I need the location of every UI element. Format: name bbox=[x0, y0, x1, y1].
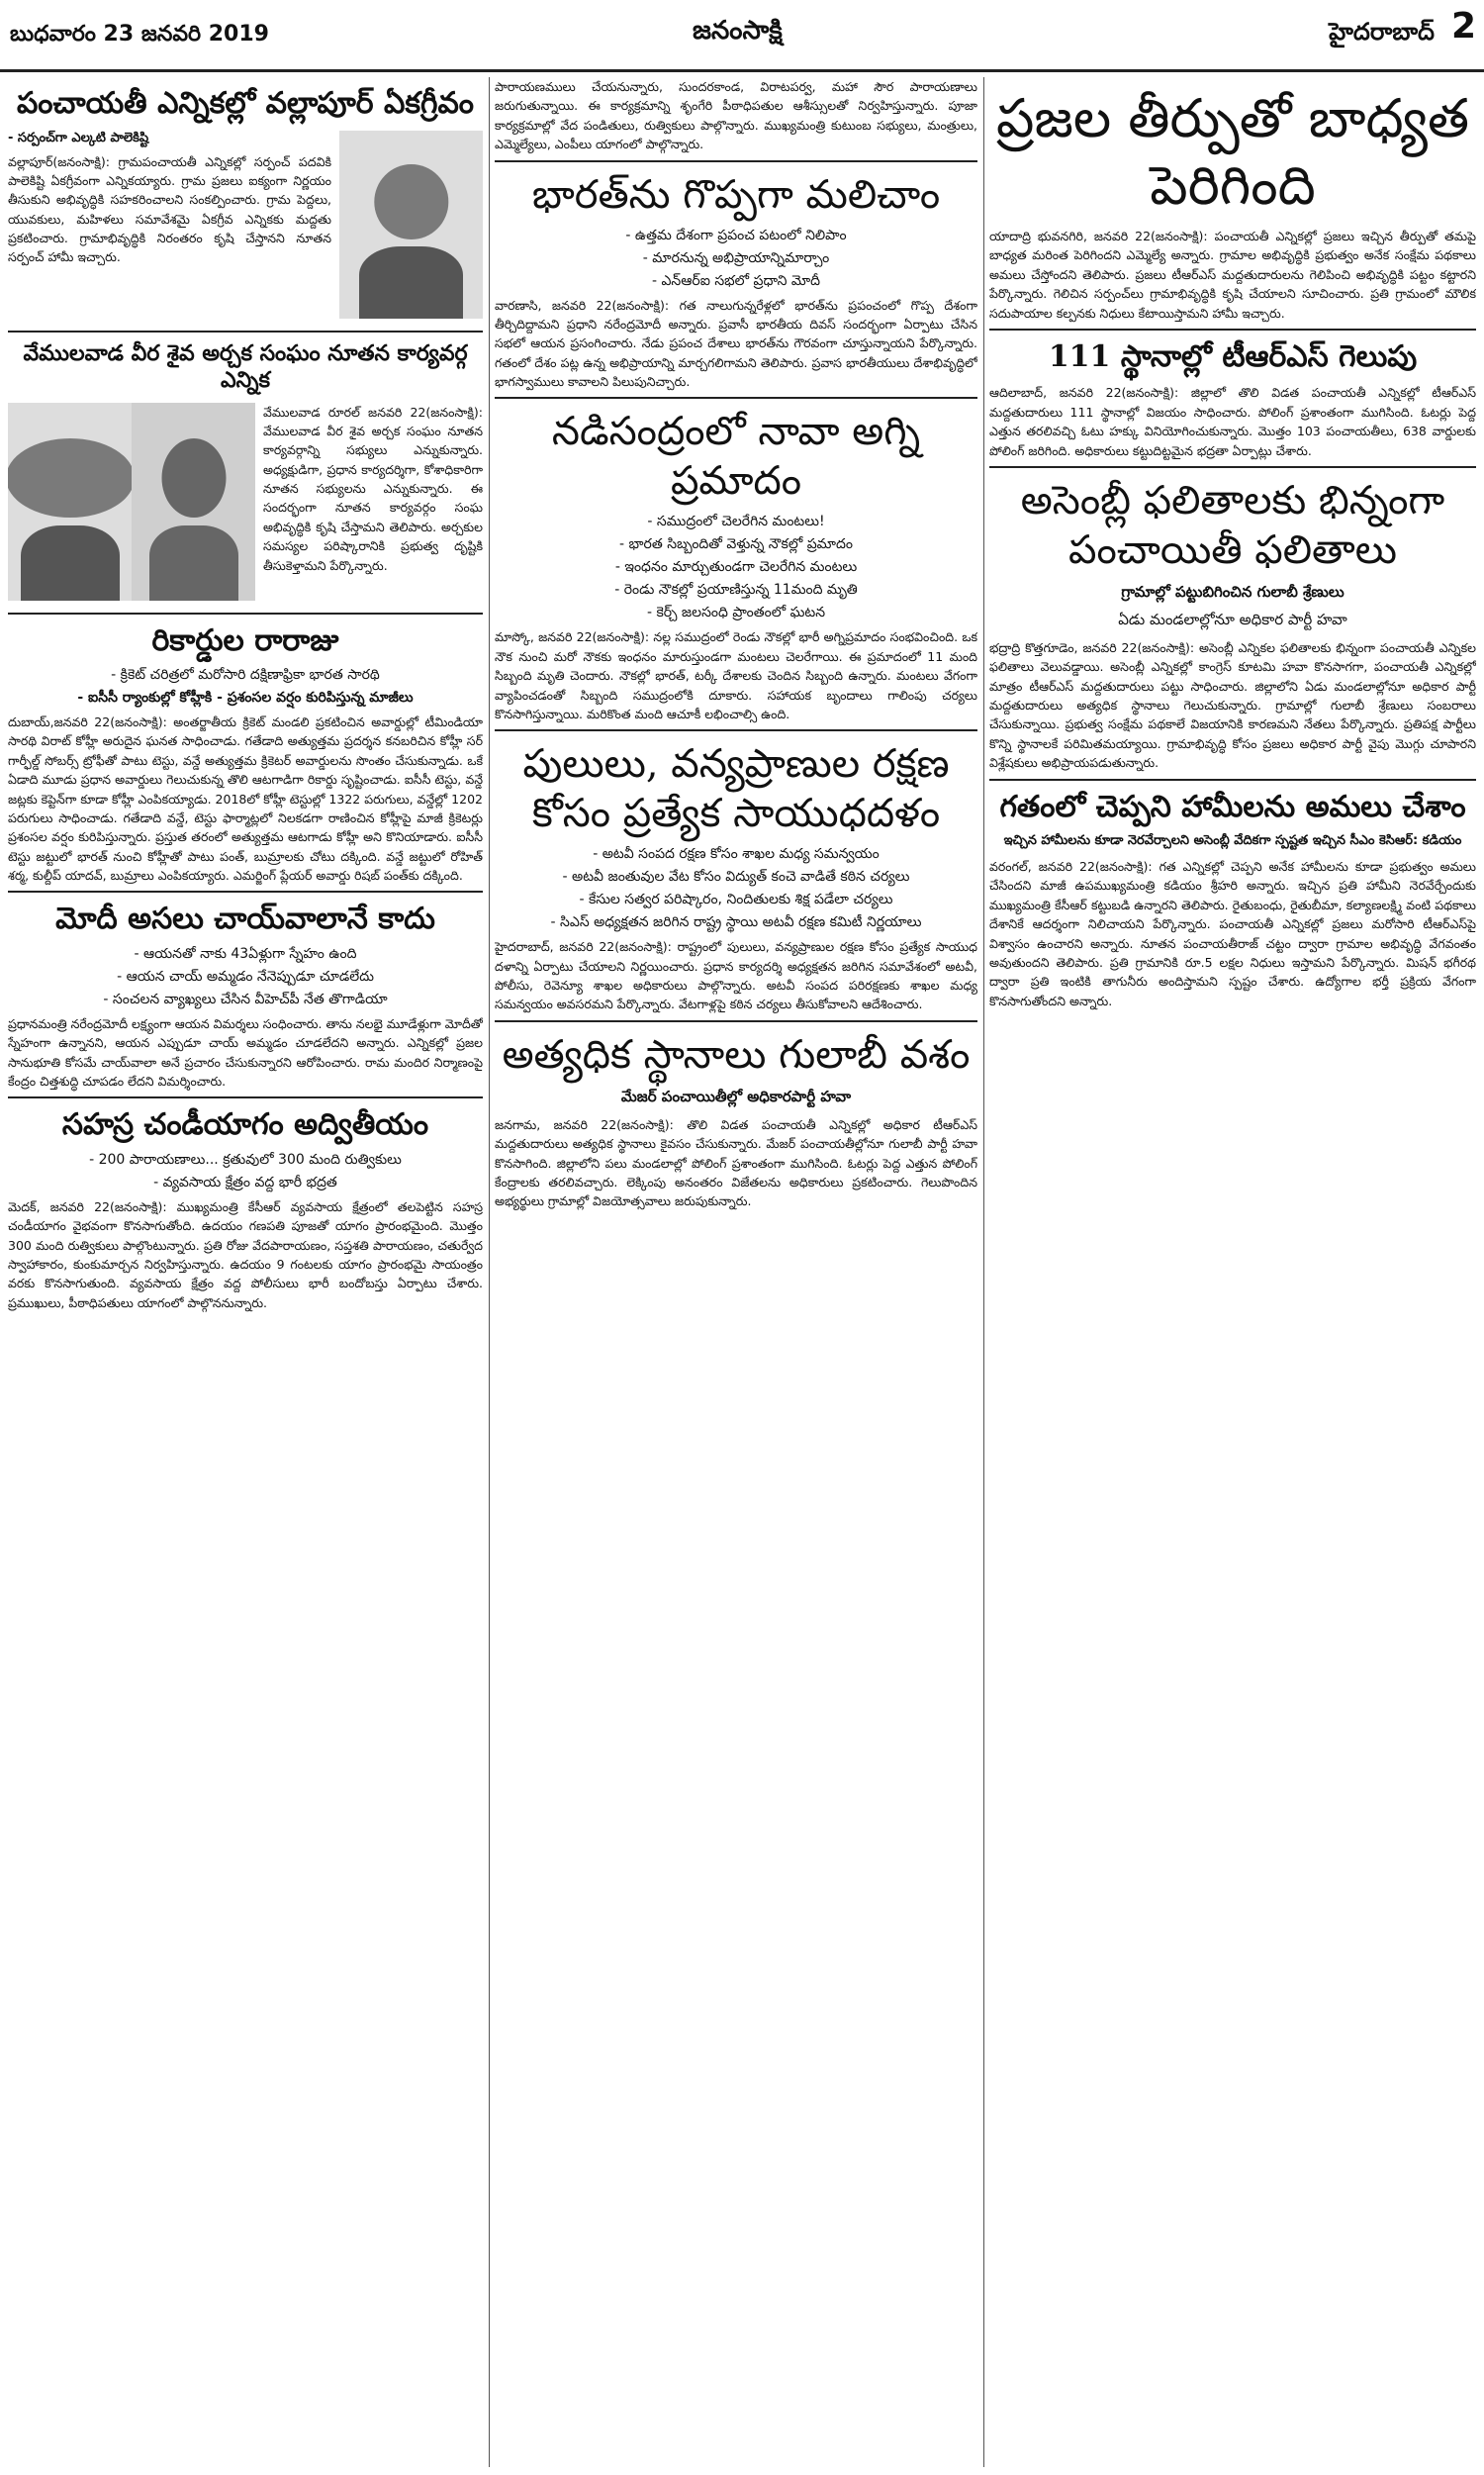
bullet: - వ్యవసాయ క్షేత్రం వద్ద భారీ భద్రత bbox=[153, 1174, 337, 1190]
column-divider bbox=[489, 77, 490, 2467]
divider bbox=[8, 1096, 483, 1098]
page-number: 2 bbox=[1450, 6, 1476, 47]
headline: మోదీ అసలు చాయ్‌వాలానే కాదు bbox=[55, 902, 435, 937]
article-promises bbox=[989, 789, 1476, 1011]
divider bbox=[8, 613, 483, 615]
divider bbox=[495, 1020, 977, 1022]
bullet: - సంచలన వ్యాఖ్యలు చేసిన వీహెచ్‌పీ నేత తొగాడియా bbox=[103, 991, 388, 1007]
divider bbox=[495, 729, 977, 731]
subheadline: ఏడు మండలాల్లోనూ అధికార పార్టీ హవా bbox=[1118, 610, 1347, 628]
article-body: దుబాయ్,జనవరి 22(జనంసాక్షి): అంతర్జాతీయ క్రికెట్ మండలి ప్రకటించిన అవార్డుల్లో టీమిండియా సారథి విరాట్ కోహ్లీ అరుదైన ఘనత సాధించాడు. గతేడాది అత్యుత్తమ ప్రదర్శన కనబరిచిన కోహ్లీ సర్ గార్ఫీల్డ్ సోబర్స్ ట్రోఫీతో పాటు టెస్టు, వన్డే అత్యుత్తమ క్రికెటర్ అవార్డులను సొంతం చేసుకున్నాడు. ఒకే ఏడాది మూడు ప్రధాన అవార్డులు గెలుచుకున్న తొలి ఆటగాడిగా రికార్డు సృష్టించాడు. ఐసీసీ టెస్టు, వన్డే జట్లకు కెప్టెన్‌గా కూడా కోహ్లీ ఎంపికయ్యాడు. 2018లో కోహ్లీ టెస్టుల్లో 1322 పరుగులు, వన్డేల్లో 1202 పరుగులు సాధించాడు. గతేడాది వన్డే, టెస్టు ఫార్మాట్లలో నిలకడగా రాణించిన కోహ్లీపై మాజీ క్రికెటర్లు ప్రశంసల వర్షం కురిపిస్తున్నారు. ప్రస్తుత తరంలో అత్యుత్తమ ఆటగాడు కోహ్లీ అని కొనియాడారు. ఐసీసీ టెస్టు జట్టులో భారత్ నుంచి కోహ్లీతో పాటు పంత్, బుమ్రాలకు చోటు దక్కింది. వన్డే జట్టులో రోహిత్ శర్మ, కుల్దీప్ యాదవ్, బుమ్రాలు ఎంపికయ్యారు. ఎమర్జింగ్ ప్లేయర్ అవార్డు రిషబ్ పంత్‌కు దక్కింది. bbox=[8, 714, 483, 883]
headline: అత్యధిక స్థానాలు గులాబీ వశం bbox=[502, 1031, 971, 1078]
bullet: - భారత సిబ్బందితో వెళ్తున్న నౌకల్లో ప్రమాదం bbox=[619, 536, 853, 553]
article-body: యాదాద్రి భువనగిరి, జనవరి 22(జనంసాక్షి): పంచాయతీ ఎన్నికల్లో ప్రజలు ఇచ్చిన తీర్పుతో తమపై బాధ్యత మరింత పెరిగిందని ఎమ్మెల్యే అన్నారు. గ్రామాల అభివృద్ధికి ప్రభుత్వం అనేక సంక్షేమ పథకాలు అమలు చేస్తోందని తెలిపారు. ప్రజలు టీఆర్‌ఎస్ మద్దతుదారులను గెలిపించి అభివృద్ధికి పట్టం కట్టారని పేర్కొన్నారు. గెలిచిన సర్పంచ్‌లు గ్రామాభివృద్ధికి కృషి చేయాలని సూచించారు. ప్రతి గ్రామంలో మౌలిక సదుపాయాల కల్పనకు నిధులు కేటాయిస్తామని హామీ ఇచ్చారు. bbox=[989, 229, 1476, 321]
article-continuation bbox=[495, 77, 977, 154]
headline: 111 స్థానాల్లో టీఆర్ఎస్ గెలుపు bbox=[1048, 338, 1418, 374]
article-111-seats bbox=[989, 338, 1476, 460]
headline: వేములవాడ వీర శైవ అర్చక సంఘం నూతన కార్యవర్గ ఎన్నిక bbox=[23, 339, 468, 393]
article-body: పారాయణములు చేయనున్నారు, సుందరకాండ, విరాటపర్వ, మహా సౌర పారాయణాలు జరుగుతున్నాయి. ఈ కార్యక్రమాన్ని శృంగేరి పీఠాధిపతుల ఆశీస్సులతో నిర్వహిస్తున్నారు. పూజా కార్యక్రమాల్లో వేద పండితులు, రుత్వికులు పాల్గొన్నారు. ముఖ్యమంత్రి కుటుంబ సభ్యులు, మంత్రులు, ఎమ్మెల్యేలు, ఎంపీలు యాగంలో పాల్గొన్నారు. bbox=[495, 79, 977, 152]
photo-two-portraits bbox=[8, 403, 255, 601]
bullet: - 200 పారాయణాలు... క్రతువులో 300 మంది రుత్వికులు bbox=[89, 1151, 402, 1168]
headline: పులులు, వన్యప్రాణుల రక్షణ కోసం ప్రత్యేక సాయుధదళం bbox=[522, 741, 950, 837]
article-body: ఆదిలాబాద్, జనవరి 22(జనంసాక్షి): జిల్లాలో తొలి విడత పంచాయతీ ఎన్నికల్లో టీఆర్‌ఎస్ మద్దతుదారులు 111 స్థానాల్లో విజయం సాధించారు. పోలింగ్ ప్రశాంతంగా ముగిసింది. ఓటర్లు పెద్ద ఎత్తున తరలివచ్చి ఓటు హక్కు వినియోగించుకున్నారు. మొత్తం 103 పంచాయతీలు, 638 వార్డులకు పోలింగ్ జరిగింది. అధికారులు కట్టుదిట్టమైన భద్రతా ఏర్పాట్లు చేశారు. bbox=[989, 385, 1476, 458]
headline: రికార్డుల రారాజు bbox=[151, 622, 339, 658]
article-body: జనగామ, జనవరి 22(జనంసాక్షి): తొలి విడత పంచాయతీ ఎన్నికల్లో అధికార టీఆర్‌ఎస్ మద్దతుదారులు అత్యధిక స్థానాలు కైవసం చేసుకున్నారు. మేజర్ పంచాయతీల్లోనూ గులాబీ పార్టీ హవా కొనసాగింది. జిల్లాలోని పలు మండలాల్లో పోలింగ్ ప్రశాంతంగా ముగిసింది. ఓటర్లు పెద్ద ఎత్తున పోలింగ్ కేంద్రాలకు తరలివచ్చారు. లెక్కింపు అనంతరం విజేతలను అధికారులు ప్రకటించారు. గెలుపొందిన అభ్యర్థులు గ్రామాల్లో విజయోత్సవాలు జరుపుకున్నారు. bbox=[495, 1116, 977, 1209]
article-modi-chaiwala bbox=[8, 901, 483, 1091]
article-body: ప్రధానమంత్రి నరేంద్రమోదీ లక్ష్యంగా ఆయన విమర్శలు సంధించారు. తాను నలభై మూడేళ్లుగా మోదీతో స్నేహంగా ఉన్నానని, ఆయన ఎప్పుడూ చాయ్ అమ్మడం చూడలేదని అన్నారు. ఎన్నికల్లో ప్రజల సానుభూతి కోసమే చాయ్‌వాలా అనే ప్రచారం చేసుకున్నారని ఆరోపించారు. రామ మందిర నిర్మాణంపై కేంద్రం చిత్తశుద్ధి చూపడం లేదని విమర్శించారు. bbox=[8, 1015, 483, 1089]
bullet: - కేసుల సత్వర పరిష్కారం, నిందితులకు శిక్ష పడేలా చర్యలు bbox=[579, 892, 893, 908]
article-body: వారణాసి, జనవరి 22(జనంసాక్షి): గత నాలుగున్నరేళ్లలో భారత్‌ను ప్రపంచంలో గొప్ప దేశంగా తీర్చిదిద్దామని ప్రధాని నరేంద్రమోదీ అన్నారు. ప్రవాసీ భారతీయ దివస్ సందర్భంగా ఏర్పాటు చేసిన సభలో ఆయన ప్రసంగించారు. నేడు ప్రపంచ దేశాలు భారత్‌ను గౌరవంగా చూస్తున్నాయని పేర్కొన్నారు. గతంలో దేశం పట్ల ఉన్న అభిప్రాయాన్ని మార్చగలిగామని తెలిపారు. ప్రవాస భారతీయులు దేశాభివృద్ధిలో భాగస్వాములు కావాలని పిలుపునిచ్చారు. bbox=[495, 297, 977, 389]
bullet: - సముద్రంలో చెలరేగిన మంటలు! bbox=[647, 514, 825, 530]
column-divider bbox=[983, 77, 984, 2467]
headline: నడిసంద్రంలో నావా అగ్ని ప్రమాదం bbox=[551, 409, 921, 505]
bullet: - రెండు నౌకల్లో ప్రయాణిస్తున్న 11మంది మృతి bbox=[614, 582, 858, 599]
headline: పంచాయతీ ఎన్నికల్లో వల్లాపూర్ ఏకగ్రీవం bbox=[16, 86, 475, 121]
bullet: - ఇంధనం మార్చుతుండగా చెలరేగిన మంటలు bbox=[614, 559, 858, 576]
masthead bbox=[0, 0, 1484, 72]
bullet: - కెర్చ్ జలసంధి ప్రాంతంలో ఘటన bbox=[646, 605, 826, 621]
divider bbox=[989, 779, 1476, 781]
subheadline: ఇచ్చిన హామీలను కూడా నెరవేర్చాలని అసెంబ్లీ వేదికగా స్పష్టత ఇచ్చిన సీఎం కెసిఆర్: కడియం bbox=[1003, 833, 1462, 848]
article-vallapur bbox=[8, 85, 483, 325]
article-kohli bbox=[8, 622, 483, 886]
article-body: మాస్కో, జనవరి 22(జనంసాక్షి): నల్ల సముద్రంలో రెండు నౌకల్లో భారీ అగ్నిప్రమాదం సంభవించింది. ఒక నౌక నుంచి మరో నౌకకు ఇంధనం మారుస్తుండగా మంటలు చెలరేగాయి. ఈ ప్రమాదంలో 11 మంది సిబ్బంది మృతి చెందారు. నౌకల్లో భారత్, టర్కీ దేశాలకు చెందిన సిబ్బంది ఉన్నారు. మంటలు వేగంగా వ్యాపించడంతో సిబ్బంది సముద్రంలోకి దూకారు. సహాయక బృందాలు గాలింపు చర్యలు కొనసాగిస్తున్నాయి. మరికొంత మంది ఆచూకీ లభించాల్సి ఉంది. bbox=[495, 629, 977, 721]
masthead-date: బుధవారం 23 జనవరి 2019 bbox=[10, 22, 269, 47]
article-vemulawada bbox=[8, 340, 483, 607]
subheadline: మేజర్ పంచాయితీల్లో అధికారపార్టీ హవా bbox=[620, 1087, 852, 1105]
column-1 bbox=[8, 77, 483, 2467]
byline: - సర్పంచ్‌గా ఎల్కటి పాలెకిష్టి bbox=[8, 130, 149, 145]
article-ship-fire bbox=[495, 407, 977, 723]
subheadline: గ్రామాల్లో పట్టుబిగించిన గులాబీ శ్రేణులు bbox=[1121, 582, 1345, 601]
bullet: - ఐసీసీ ర్యాంకుల్లో కోహ్లీకి - ప్రశంసల వర్షం కురిపిస్తున్న మాజీలు bbox=[77, 690, 414, 706]
bullet: - ఎన్‌ఆర్‌ఐ సభలో ప్రధాని మోదీ bbox=[651, 272, 821, 289]
masthead-logo: జనంసాక్షి bbox=[693, 16, 783, 46]
headline: ప్రజల తీర్పుతో బాధ్యత పెరిగింది bbox=[995, 87, 1470, 217]
article-peoples-verdict bbox=[989, 85, 1476, 323]
divider bbox=[495, 160, 977, 162]
divider bbox=[495, 397, 977, 399]
divider bbox=[8, 891, 483, 893]
article-body: వల్లాపూర్(జనంసాక్షి): గ్రామపంచాయతీ ఎన్నికల్లో సర్పంచ్ పదవికి పాలెకిష్టి ఏకగ్రీవంగా ఎన్నికయ్యారు. గ్రామ ప్రజలు ఐక్యంగా నిర్ణయం తీసుకుని అభివృద్ధికి సహకరించాలని సంకల్పించారు. గ్రామ పెద్దలు, యువకులు, మహిళలు సమావేశమై ఏకగ్రీవ ఎన్నికకు మద్దతు ప్రకటించారు. గ్రామాభివృద్ధికి నిరంతరం కృషి చేస్తానని నూతన సర్పంచ్ హామీ ఇచ్చారు. bbox=[8, 153, 331, 265]
article-tiger-protection bbox=[495, 739, 977, 1014]
column-3 bbox=[989, 77, 1476, 2467]
article-body: వరంగల్, జనవరి 22(జనంసాక్షి): గత ఎన్నికల్లో చెప్పని అనేక హామీలను కూడా ప్రభుత్వం అమలు చేసిందని మాజీ ఉపముఖ్యమంత్రి కడియం శ్రీహరి అన్నారు. ఇచ్చిన ప్రతి హామీని నెరవేర్చేందుకు ముఖ్యమంత్రి కేసీఆర్ కట్టుబడి ఉన్నారని తెలిపారు. రైతుబంధు, రైతుబీమా, కల్యాణలక్ష్మి వంటి పథకాలు దేశానికే ఆదర్శంగా నిలిచాయని పేర్కొన్నారు. పంచాయతీ ఎన్నికల్లో ప్రజలు మరోసారి టీఆర్‌ఎస్‌పై విశ్వాసం ఉంచారని అన్నారు. నూతన పంచాయతీరాజ్ చట్టం ద్వారా గ్రామాల అభివృద్ధి వేగవంతం అవుతుందని తెలిపారు. ప్రతి గ్రామానికి రూ.5 లక్షల నిధులు ఇస్తామని పేర్కొన్నారు. మిషన్ భగీరథ ద్వారా ప్రతి ఇంటికి తాగునీరు అందిస్తామని స్పష్టం చేశారు. ఉద్యోగాల భర్తీ ప్రక్రియ వేగంగా కొనసాగుతోందని అన్నారు. bbox=[989, 859, 1476, 1008]
divider bbox=[8, 331, 483, 333]
article-body: హైదరాబాద్, జనవరి 22(జనంసాక్షి): రాష్ట్రంలో పులులు, వన్యప్రాణుల రక్షణ కోసం ప్రత్యేక సాయుధ దళాన్ని ఏర్పాటు చేయాలని నిర్ణయించారు. ప్రధాన కార్యదర్శి అధ్యక్షతన జరిగిన సమావేశంలో అటవీ, పోలీసు, రెవెన్యూ శాఖల అధికారులు పాల్గొన్నారు. అటవీ సంపద పరిరక్షణకు శాఖల మధ్య సమన్వయం అవసరమని పేర్కొన్నారు. వేటగాళ్లపై కఠిన చర్యలు తీసుకోవాలని ఆదేశించారు. bbox=[495, 939, 977, 1012]
article-modi-nri bbox=[495, 170, 977, 392]
headline: భారత్‌ను గొప్పగా మలిచాం bbox=[531, 171, 941, 218]
article-pink-majority bbox=[495, 1030, 977, 1211]
divider bbox=[989, 466, 1476, 468]
bullet: - అటవీ సంపద రక్షణ కోసం శాఖల మధ్య సమన్వయం bbox=[593, 846, 880, 863]
masthead-city: హైదరాబాద్ bbox=[1329, 18, 1435, 46]
bullet: - సిఎస్ అధ్యక్షతన జరిగిన రాష్ట్ర స్థాయి అటవీ రక్షణ కమిటీ నిర్ణయాలు bbox=[550, 914, 922, 931]
bullet: - ఆయన చాయ్ అమ్మడం నేనెప్పుడూ చూడలేదు bbox=[117, 968, 374, 985]
column-2 bbox=[495, 77, 977, 2467]
headline: గతంలో చెప్పని హామీలను అమలు చేశాం bbox=[999, 789, 1466, 824]
bullet: - ఉత్తమ దేశంగా ప్రపంచ పటంలో నిలిపాం bbox=[625, 227, 847, 243]
article-chandi-yagam bbox=[8, 1106, 483, 1312]
article-body: మెదక్, జనవరి 22(జనంసాక్షి): ముఖ్యమంత్రి కేసీఆర్ వ్యవసాయ క్షేత్రంలో తలపెట్టిన సహస్ర చండీయాగం వైభవంగా కొనసాగుతోంది. ఉదయం గణపతి పూజతో యాగం ప్రారంభమైంది. మొత్తం 300 మంది రుత్వికులు పాల్గొంటున్నారు. ప్రతి రోజు వేదపారాయణం, సప్తశతి పారాయణం, చతుర్వేద స్వాహాకారం, కుంకుమార్చన నిర్వహిస్తున్నారు. ఉదయం 9 గంటలకు యాగం ప్రారంభమై సాయంత్రం వరకు కొనసాగుతుంది. వ్యవసాయ క్షేత్రం వద్ద పోలీసులు భారీ బందోబస్తు ఏర్పాటు చేశారు. ప్రముఖులు, పీఠాధిపతులు యాగంలో పాల్గొననున్నారు. bbox=[8, 1198, 483, 1310]
bullet: - ఆయనతో నాకు 43ఏళ్లుగా స్నేహం ఉంది bbox=[134, 945, 357, 962]
bullet: - అటవీ జంతువుల వేట కోసం విద్యుత్ కంచె వాడితే కఠిన చర్యలు bbox=[562, 869, 910, 886]
photo-portrait bbox=[339, 131, 483, 319]
article-body: వేములవాడ రూరల్ జనవరి 22(జనంసాక్షి): వేములవాడ వీర శైవ అర్చక సంఘం నూతన కార్యవర్గాన్ని సభ్యులు ఎన్నుకున్నారు. అధ్యక్షుడిగా, ప్రధాన కార్యదర్శిగా, కోశాధికారిగా నూతన సభ్యులను ఎన్నుకున్నారు. ఈ సందర్భంగా నూతన కార్యవర్గం సంఘ అభివృద్ధికి కృషి చేస్తామని తెలిపారు. అర్చకుల సమస్యల పరిష్కారానికి ప్రభుత్వ దృష్టికి తీసుకెళ్తామని పేర్కొన్నారు. bbox=[263, 404, 483, 573]
divider bbox=[989, 329, 1476, 331]
bullet: - మారనున్న అభిప్రాయాన్నిమార్చాం bbox=[642, 249, 830, 266]
article-panchayat-results bbox=[989, 476, 1476, 773]
headline: సహస్ర చండీయాగం అద్వితీయం bbox=[61, 1107, 429, 1143]
headline: అసెంబ్లీ ఫలితాలకు భిన్నంగా పంచాయితీ ఫలితాలు bbox=[1020, 477, 1445, 573]
article-body: భద్రాద్రి కొత్తగూడెం, జనవరి 22(జనంసాక్షి): అసెంబ్లీ ఎన్నికల ఫలితాలకు భిన్నంగా పంచాయతీ ఎన్నికల ఫలితాలు వెలువడ్డాయి. అసెంబ్లీ ఎన్నికల్లో కాంగ్రెస్ కూటమి హవా కొనసాగగా, పంచాయతీ ఎన్నికల్లో మాత్రం టీఆర్‌ఎస్ మద్దతుదారులు పట్టు సాధించారు. జిల్లాలోని ఏడు మండలాల్లోనూ అధికార పార్టీ మద్దతుదారులు అత్యధిక స్థానాలు గెలుచుకున్నారు. గ్రామాల్లో గులాబీ శ్రేణులు సంబరాలు చేసుకున్నాయి. ప్రభుత్వ సంక్షేమ పథకాలే విజయానికి కారణమని నేతలు పేర్కొన్నారు. ప్రతిపక్ష పార్టీలు కొన్ని స్థానాలకే పరిమితమయ్యాయి. గ్రామాభివృద్ధి కోసం ప్రజలు అధికార పార్టీ వైపు మొగ్గు చూపారని విశ్లేషకులు అభిప్రాయపడుతున్నారు. bbox=[989, 639, 1476, 771]
bullet: - క్రికెట్ చరిత్రలో మరోసారి దక్షిణాఫ్రికా భారత సారథి bbox=[111, 667, 380, 683]
